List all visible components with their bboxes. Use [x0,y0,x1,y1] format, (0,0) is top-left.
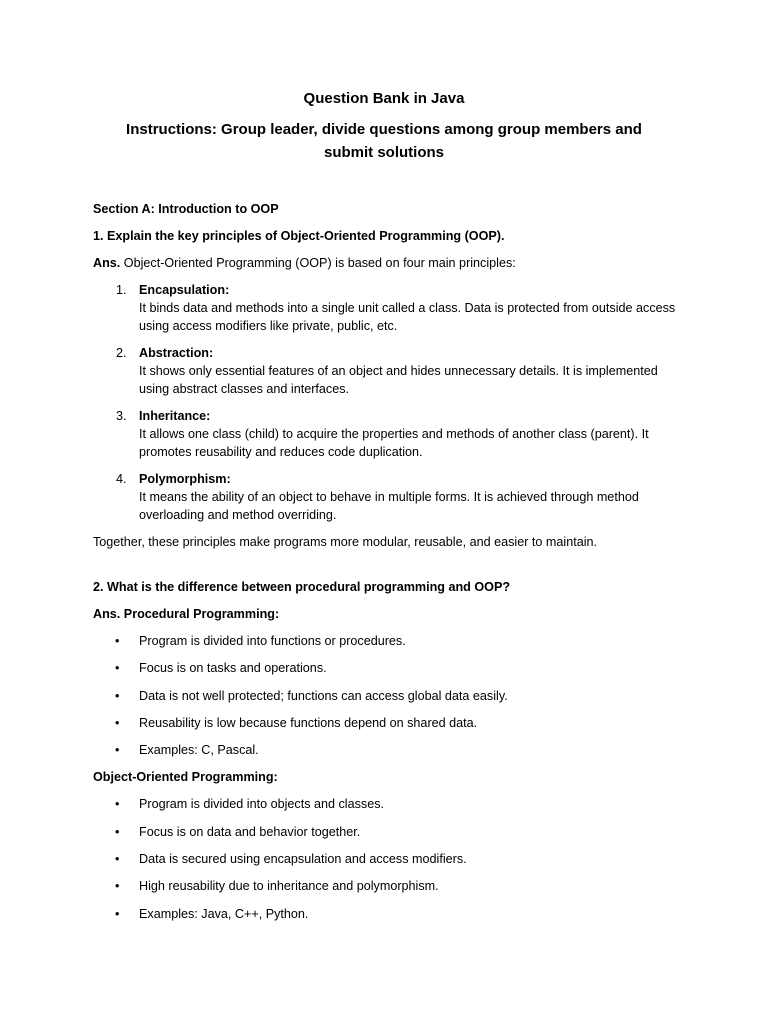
list-item-text: Examples: C, Pascal. [139,743,259,758]
list-item-text: Program is divided into objects and classes. [139,797,385,812]
answer-1-intro [93,254,683,272]
principle-name: Abstraction: [139,346,214,360]
instructions-heading: Instructions: Group leader, divide questions among group members and submit solutions [126,121,642,161]
list-item-text: Examples: Java, C++, Python. [139,906,309,921]
list-item-text: Focus is on data and behavior together. [139,824,361,839]
principle-item [93,407,683,461]
list-item-text: Focus is on tasks and operations. [139,661,327,676]
principle-item [93,281,683,335]
bullet-icon: • [115,715,120,730]
list-item-text: Program is divided into functions or procedures. [139,634,406,648]
list-item [93,632,683,650]
list-item [93,905,683,923]
list-item [93,795,683,813]
principle-item [93,470,683,524]
principle-description: It means the ability of an object to behave in multiple forms. It is achieved through method overloading and method overriding. [139,490,639,522]
bullet-icon: • [115,743,120,758]
bullet-icon: • [115,634,120,648]
spacer [93,560,683,578]
principle-number: 3. [116,409,127,423]
answer-label: Ans. [93,256,121,270]
list-item [93,741,683,759]
document-title: Question Bank in Java [303,90,465,107]
principle-description: It shows only essential features of an object and hides unnecessary details. It is implemented using abstract classes and interfaces. [139,364,658,396]
principle-description: It allows one class (child) to acquire the properties and methods of another class (parent). It promotes reusability and reduces code duplication. [139,427,649,459]
procedural-heading: Ans. Procedural Programming: [93,607,280,621]
question-2: 2. What is the difference between procedural programming and OOP? [93,580,511,594]
list-item [93,659,683,677]
bullet-icon: • [115,661,120,676]
principle-name: Encapsulation: [139,283,230,297]
answer-1-text: Object-Oriented Programming (OOP) is based on four main principles: [120,256,516,270]
principle-description: It binds data and methods into a single unit called a class. Data is protected from outside access using access modifiers like private, public, etc. [139,301,676,333]
principle-name: Polymorphism: [139,472,231,486]
principles-list [93,281,683,524]
oop-heading: Object-Oriented Programming: [93,770,278,785]
bullet-icon: • [115,824,120,839]
bullet-icon: • [115,906,120,921]
principle-number: 4. [116,472,127,486]
principle-number: 2. [116,346,127,360]
list-item-text: High reusability due to inheritance and polymorphism. [139,879,439,894]
procedural-list [93,632,683,759]
bullet-icon: • [115,879,120,894]
principle-item [93,344,683,398]
question-1: 1. Explain the key principles of Object-Oriented Programming (OOP). [93,229,505,243]
bullet-icon: • [115,852,120,867]
answer-1-conclusion: Together, these principles make programs more modular, reusable, and easier to maintain. [93,535,598,549]
list-item-text: Reusability is low because functions depend on shared data. [139,715,478,730]
list-item [93,823,683,841]
list-item-text: Data is not well protected; functions can access global data easily. [139,688,508,703]
list-item [93,714,683,732]
oop-list [93,795,683,922]
section-a-heading: Section A: Introduction to OOP [93,202,279,216]
list-item [93,687,683,705]
document-body [93,200,683,932]
list-item-text: Data is secured using encapsulation and access modifiers. [139,852,467,867]
bullet-icon: • [115,688,120,703]
principle-name: Inheritance: [139,409,211,423]
list-item [93,850,683,868]
bullet-icon: • [115,797,120,812]
principle-number: 1. [116,283,127,297]
list-item [93,877,683,895]
